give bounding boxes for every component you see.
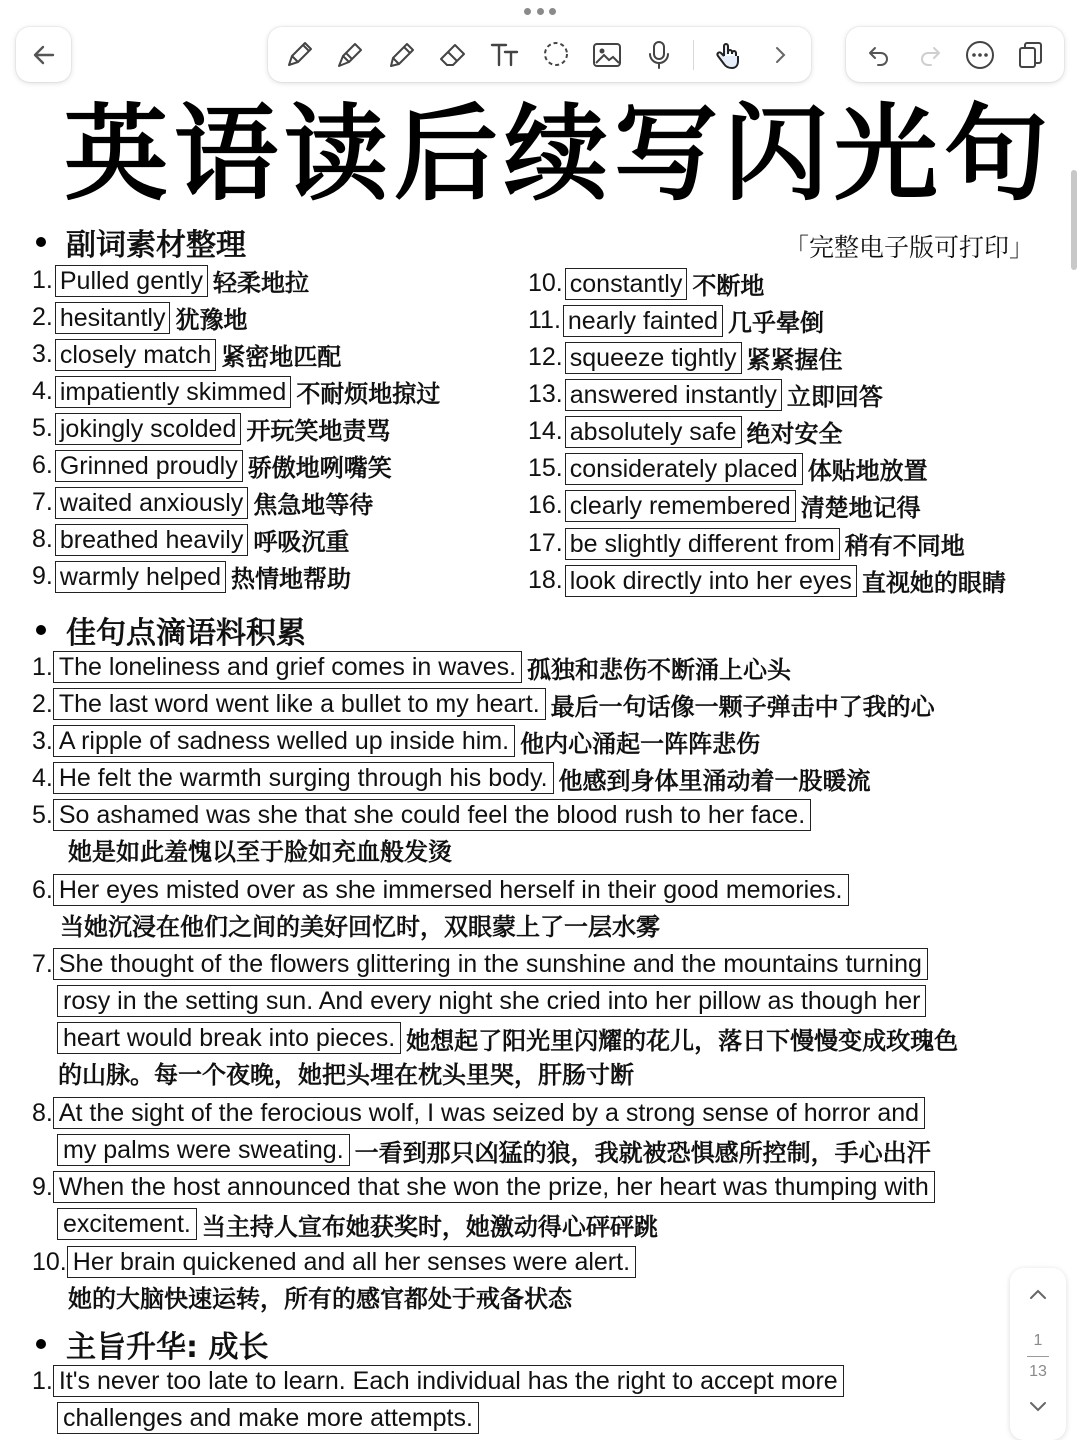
sentence-item bbox=[32, 1097, 925, 1129]
list-item bbox=[32, 301, 247, 334]
phrase-en: jokingly scolded bbox=[55, 413, 242, 445]
sentence-en: The last word went like a bullet to my heart. bbox=[53, 688, 546, 720]
phrase-en: clearly remembered bbox=[565, 490, 796, 522]
sentence-en: It's never too late to learn. Each individual has the right to accept more bbox=[53, 1365, 844, 1397]
sentence-zh: 当主持人宣布她获奖时，她激动得心砰砰跳 bbox=[201, 1212, 658, 1241]
item-number: 3. bbox=[32, 340, 53, 368]
list-item bbox=[32, 375, 440, 408]
chevron-down-icon bbox=[1027, 1395, 1049, 1417]
document-title: 英语读后续写闪光句 bbox=[64, 93, 1055, 215]
phrase-en: nearly fainted bbox=[563, 305, 723, 337]
chevron-up-icon bbox=[1027, 1284, 1049, 1306]
item-number: 7. bbox=[32, 488, 53, 516]
list-item bbox=[528, 527, 965, 560]
sentence-zh: 她是如此羞愧以至于脸如充血般发烫 bbox=[68, 838, 452, 866]
sentence-en: So ashamed was she that she could feel the blood rush to her face. bbox=[53, 799, 811, 831]
sentence-en: He felt the warmth surging through his body. bbox=[53, 762, 554, 794]
page-up-button[interactable] bbox=[1027, 1284, 1049, 1310]
phrase-zh: 不耐烦地掠过 bbox=[296, 380, 441, 408]
item-number: 4. bbox=[32, 377, 53, 405]
sentence-en: At the sight of the ferocious wolf, I was seized by a strong sense of horror and bbox=[53, 1097, 925, 1129]
list-item bbox=[528, 564, 1006, 597]
pen-icon[interactable] bbox=[282, 38, 316, 72]
item-number: 14. bbox=[528, 417, 563, 445]
item-number: 9. bbox=[32, 1172, 53, 1201]
list-item bbox=[32, 486, 373, 519]
item-number: 4. bbox=[32, 763, 53, 792]
sentence-zh: 他内心涌起一阵阵悲伤 bbox=[520, 729, 761, 758]
item-number: 1. bbox=[32, 1366, 53, 1395]
item-number: 18. bbox=[528, 566, 563, 594]
item-number: 13. bbox=[528, 380, 563, 408]
hand-pointer-icon[interactable] bbox=[712, 38, 746, 72]
sentence-zh: 她的大脑快速运转，所有的感官都处于戒备状态 bbox=[68, 1285, 572, 1313]
item-number: 6. bbox=[32, 451, 53, 479]
list-item bbox=[32, 264, 309, 297]
sentence-item bbox=[32, 1171, 935, 1203]
item-number: 10. bbox=[528, 269, 563, 297]
more-icon[interactable] bbox=[963, 38, 997, 72]
sentence-item bbox=[32, 762, 871, 794]
item-number: 7. bbox=[32, 949, 53, 978]
sentence-item bbox=[32, 725, 760, 757]
phrase-zh: 骄傲地咧嘴笑 bbox=[247, 454, 392, 482]
sentence-en: She thought of the flowers glittering in the sunshine and the mountains turning bbox=[53, 948, 928, 980]
item-number: 17. bbox=[528, 529, 563, 557]
list-item bbox=[528, 452, 928, 485]
sentence-en: rosy in the setting sun. And every night she cried into her pillow as though her bbox=[57, 985, 926, 1017]
sentence-continuation bbox=[57, 1134, 931, 1166]
drawing-toolbar bbox=[268, 27, 811, 82]
pencil-icon[interactable] bbox=[385, 38, 419, 72]
sentence-zh: 最后一句话像一颗子弹击中了我的心 bbox=[550, 692, 935, 721]
phrase-en: Grinned proudly bbox=[55, 450, 243, 482]
sentence-item bbox=[32, 1246, 636, 1278]
item-number: 5. bbox=[32, 800, 53, 829]
list-item bbox=[528, 304, 824, 337]
back-button[interactable] bbox=[16, 27, 71, 82]
page-divider bbox=[1027, 1356, 1049, 1357]
phrase-en: considerately placed bbox=[565, 453, 803, 485]
item-number: 15. bbox=[528, 454, 563, 482]
text-icon[interactable] bbox=[488, 38, 522, 72]
sentence-en: When the host announced that she won the prize, her heart was thumping with bbox=[53, 1171, 935, 1203]
sentence-zh: 的山脉。每一个夜晚，她把头埋在枕头里哭，肝肠寸断 bbox=[58, 1061, 634, 1089]
phrase-en: squeeze tightly bbox=[565, 342, 742, 374]
sentence-continuation bbox=[57, 1402, 479, 1434]
phrase-en: closely match bbox=[55, 339, 216, 371]
phrase-zh: 稍有不同地 bbox=[844, 532, 965, 560]
sentence-item bbox=[32, 651, 791, 683]
list-item bbox=[32, 412, 390, 445]
sentence-en: The loneliness and grief comes in waves. bbox=[53, 651, 522, 683]
list-item bbox=[32, 523, 349, 556]
list-item bbox=[32, 560, 351, 593]
phrase-en: be slightly different from bbox=[565, 528, 840, 560]
item-number: 9. bbox=[32, 562, 53, 590]
sentence-item bbox=[32, 688, 935, 720]
current-page: 1 bbox=[1033, 1332, 1043, 1349]
sentence-zh: 孤独和悲伤不断涌上心头 bbox=[527, 655, 792, 684]
sentence-en: excitement. bbox=[57, 1208, 197, 1240]
phrase-zh: 紧紧握住 bbox=[746, 346, 843, 374]
item-number: 12. bbox=[528, 343, 563, 371]
page-navigator bbox=[1010, 1268, 1066, 1440]
item-number: 5. bbox=[32, 414, 53, 442]
document-actions-bar bbox=[846, 27, 1064, 82]
image-icon[interactable] bbox=[590, 38, 624, 72]
vertical-scrollbar[interactable] bbox=[1071, 170, 1077, 270]
sentence-en: Her brain quickened and all her senses were alert. bbox=[67, 1246, 636, 1278]
chevron-right-icon[interactable] bbox=[763, 38, 797, 72]
sentence-en: heart would break into pieces. bbox=[57, 1022, 401, 1054]
sentence-item bbox=[32, 874, 849, 906]
item-number: 2. bbox=[32, 689, 53, 718]
phrase-en: warmly helped bbox=[55, 561, 226, 593]
highlighter-icon[interactable] bbox=[333, 38, 367, 72]
sentence-item bbox=[32, 799, 811, 831]
section-header-theme bbox=[32, 1322, 268, 1366]
item-number: 6. bbox=[32, 875, 53, 904]
lasso-icon[interactable] bbox=[539, 38, 573, 72]
phrase-en: look directly into her eyes bbox=[565, 565, 857, 597]
sentence-item bbox=[32, 1365, 844, 1397]
list-item bbox=[528, 267, 764, 300]
section-header-sentences bbox=[32, 608, 306, 652]
phrase-zh: 犹豫地 bbox=[175, 306, 248, 334]
sentence-en: A ripple of sadness welled up inside him. bbox=[53, 725, 515, 757]
item-number: 11. bbox=[528, 306, 561, 334]
list-item bbox=[528, 378, 883, 411]
phrase-zh: 热情地帮助 bbox=[231, 565, 352, 593]
item-number: 10. bbox=[32, 1247, 67, 1276]
item-number: 2. bbox=[32, 303, 53, 331]
phrase-zh: 轻柔地拉 bbox=[213, 269, 310, 297]
item-number: 1. bbox=[32, 266, 53, 294]
section-header-label: 主旨升华: 成长 bbox=[66, 1330, 269, 1365]
phrase-zh: 焦急地等待 bbox=[253, 491, 374, 519]
list-item bbox=[32, 338, 341, 371]
phrase-zh: 紧密地匹配 bbox=[221, 343, 342, 371]
item-number: 1. bbox=[32, 652, 53, 681]
phrase-en: hesitantly bbox=[55, 302, 171, 334]
pages-icon[interactable] bbox=[1014, 38, 1048, 72]
sentence-zh: 一看到那只凶猛的狼，我就被恐惧感所控制，手心出汗 bbox=[354, 1138, 931, 1167]
item-number: 8. bbox=[32, 525, 53, 553]
undo-icon[interactable] bbox=[862, 38, 896, 72]
list-item bbox=[528, 415, 843, 448]
window-drag-handle[interactable] bbox=[524, 6, 556, 16]
microphone-icon[interactable] bbox=[642, 38, 676, 72]
phrase-en: impatiently skimmed bbox=[55, 376, 291, 408]
item-number: 16. bbox=[528, 491, 563, 519]
sentence-zh: 当她沉浸在他们之间的美好回忆时，双眼蒙上了一层水雾 bbox=[60, 913, 660, 941]
sentence-continuation bbox=[57, 1208, 658, 1240]
section-header-label: 副词素材整理 bbox=[66, 228, 246, 263]
sentence-continuation bbox=[57, 1022, 958, 1054]
sentence-zh: 他感到身体里涌动着一股暖流 bbox=[558, 766, 871, 795]
redo-icon[interactable] bbox=[913, 38, 947, 72]
phrase-zh: 立即回答 bbox=[786, 383, 883, 411]
item-number: 8. bbox=[32, 1098, 53, 1127]
sentence-en: Her eyes misted over as she immersed herself in their good memories. bbox=[53, 874, 849, 906]
sentence-en: my palms were sweating. bbox=[57, 1134, 350, 1166]
phrase-zh: 体贴地放置 bbox=[807, 457, 928, 485]
total-pages: 13 bbox=[1029, 1363, 1047, 1380]
list-item bbox=[528, 341, 843, 374]
phrase-zh: 开玩笑地责骂 bbox=[246, 417, 391, 445]
bullet-dot bbox=[36, 625, 46, 635]
item-number: 3. bbox=[32, 726, 53, 755]
phrase-en: waited anxiously bbox=[55, 487, 248, 519]
phrase-en: Pulled gently bbox=[55, 265, 208, 297]
list-item bbox=[32, 449, 392, 482]
toolbar-divider bbox=[693, 40, 694, 70]
phrase-zh: 清楚地记得 bbox=[800, 494, 921, 522]
phrase-en: absolutely safe bbox=[565, 416, 742, 448]
back-arrow-icon bbox=[31, 42, 57, 68]
bullet-dot bbox=[36, 237, 46, 247]
printable-note: 「完整电子版可打印」 bbox=[784, 233, 1035, 262]
phrase-en: breathed heavily bbox=[55, 524, 248, 556]
eraser-icon[interactable] bbox=[436, 38, 470, 72]
sentence-zh: 她想起了阳光里闪耀的花儿，落日下慢慢变成玫瑰色 bbox=[406, 1026, 959, 1055]
sentence-item bbox=[32, 948, 928, 980]
phrase-zh: 呼吸沉重 bbox=[253, 528, 350, 556]
phrase-zh: 不断地 bbox=[692, 272, 765, 300]
phrase-en: constantly bbox=[565, 268, 688, 300]
section-header-label: 佳句点滴语料积累 bbox=[66, 616, 306, 651]
section-header-adverbs bbox=[32, 220, 246, 264]
list-item bbox=[528, 489, 921, 522]
phrase-zh: 绝对安全 bbox=[746, 420, 843, 448]
phrase-zh: 直视她的眼睛 bbox=[861, 569, 1006, 597]
sentence-en: challenges and make more attempts. bbox=[57, 1402, 479, 1434]
phrase-zh: 几乎晕倒 bbox=[728, 309, 825, 337]
bullet-dot bbox=[36, 1339, 46, 1349]
phrase-en: answered instantly bbox=[565, 379, 782, 411]
page-down-button[interactable] bbox=[1027, 1395, 1049, 1421]
sentence-continuation bbox=[57, 985, 926, 1017]
